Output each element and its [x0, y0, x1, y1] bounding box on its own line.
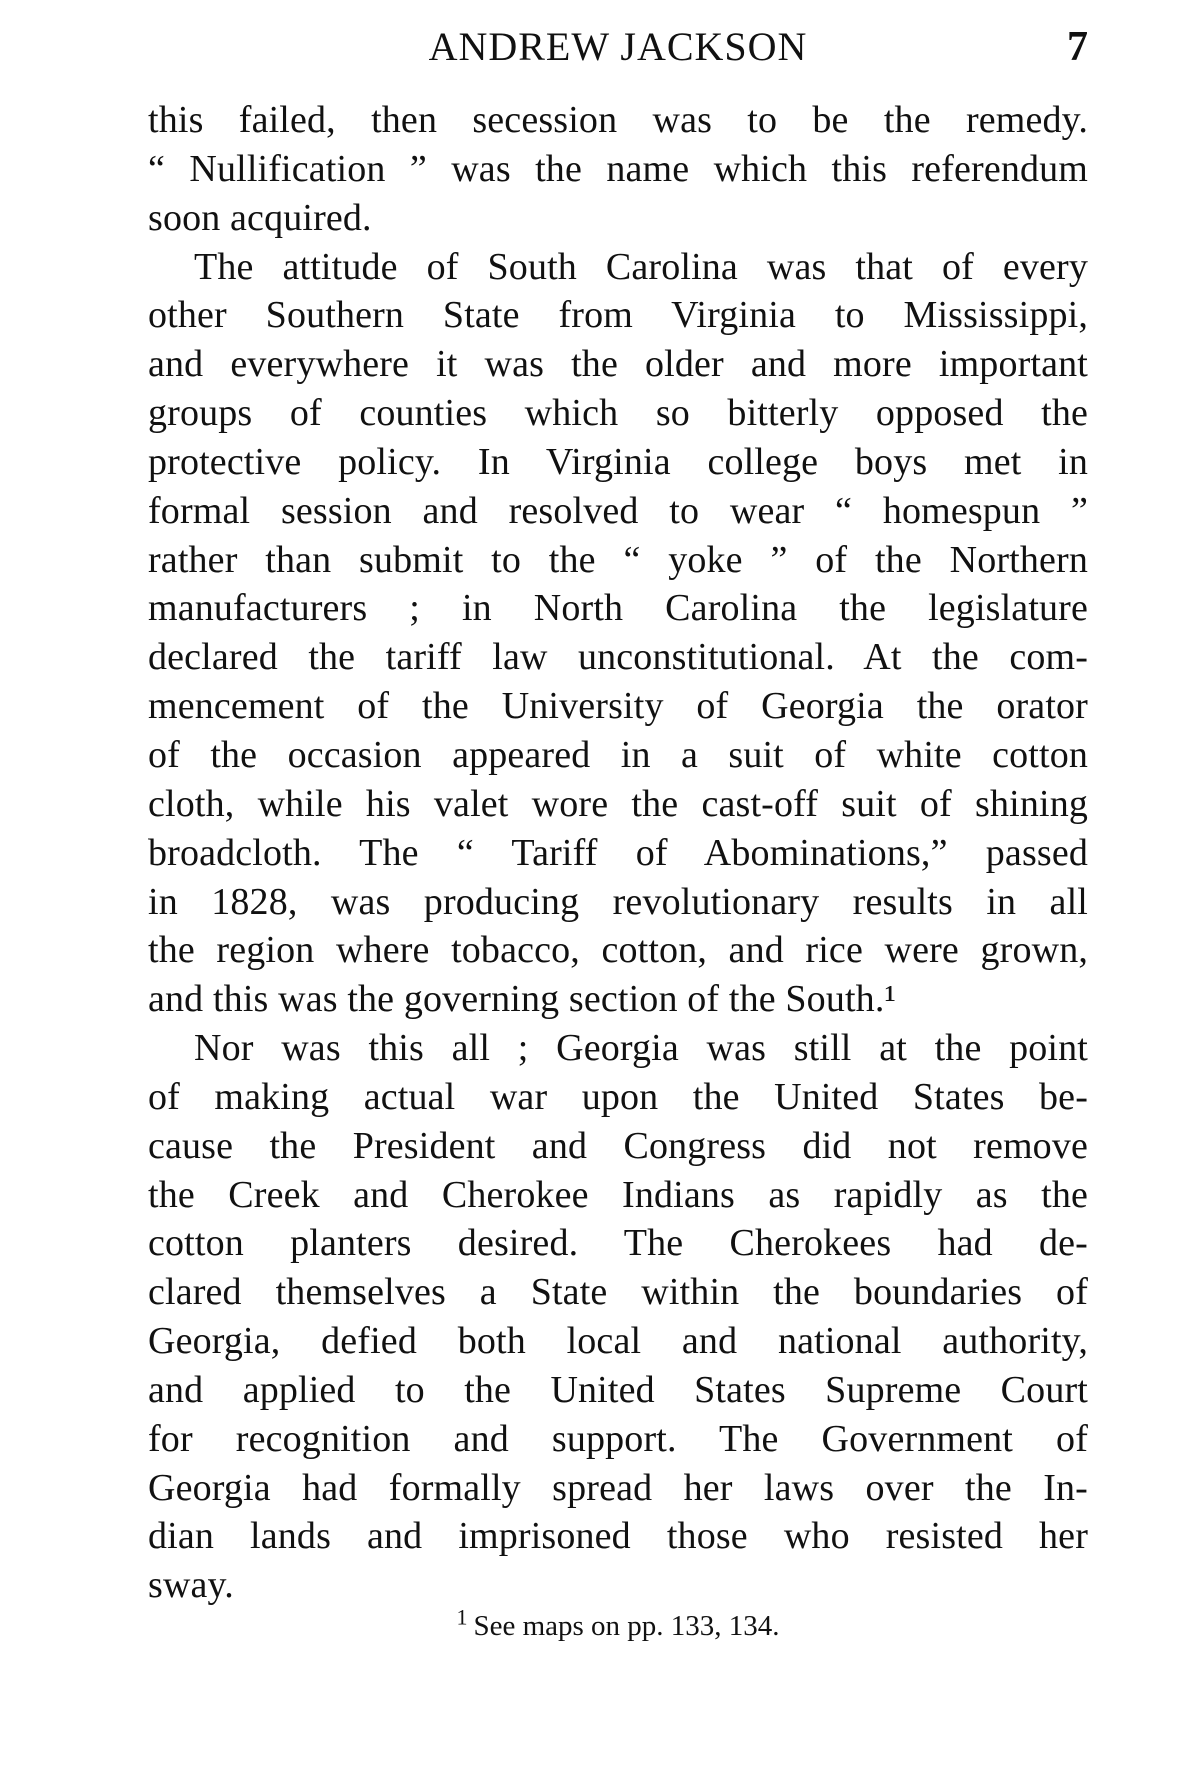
footnote-marker: 1 [456, 1604, 468, 1630]
text-line: the region where tobacco, cotton, and rice were grown, [148, 929, 1088, 972]
text-line: the Creek and Cherokee Indians as rapidly as the [148, 1173, 1088, 1216]
running-head [148, 20, 1088, 74]
text-line: cause the President and Congress did not remove [148, 1124, 1088, 1167]
running-title: ANDREW JACKSON [428, 24, 808, 69]
text-line: Nor was this all ; Georgia was still at the point [194, 1027, 1088, 1070]
text-line: of making actual war upon the United States be- [148, 1075, 1088, 1118]
text-line: this failed, then secession was to be the remedy. [148, 99, 1088, 141]
text-line: “ Nullification ” was the name which this referendum [148, 147, 1088, 190]
text-line: cloth, while his valet wore the cast-off suit of shining [148, 782, 1088, 825]
text-line: and everywhere it was the older and more important [148, 343, 1088, 386]
text-line: groups of counties which so bitterly opposed the [148, 392, 1088, 435]
text-line: and this was the governing section of the South.¹ [148, 978, 897, 1021]
text-line: mencement of the University of Georgia the orator [148, 685, 1088, 728]
paragraph [148, 243, 1088, 1025]
paragraph [148, 1024, 1088, 1610]
text-line: soon acquired. [148, 196, 372, 239]
text-line: dian lands and imprisoned those who resisted her [148, 1515, 1088, 1558]
text-line: The attitude of South Carolina was that of every [194, 245, 1088, 288]
text-line: broadcloth. The “ Tariff of Abominations,” passed [148, 831, 1088, 874]
footnote-text: See maps on pp. 133, 134. [473, 1610, 780, 1642]
text-line: and applied to the United States Supreme Court [148, 1368, 1088, 1411]
text-line: manufacturers ; in North Carolina the legislature [148, 587, 1088, 630]
page-number: 7 [1067, 24, 1088, 70]
text-line: protective policy. In Virginia college boys met in [148, 440, 1088, 483]
text-line: cotton planters desired. The Cherokees had de- [148, 1222, 1088, 1265]
text-line: other Southern State from Virginia to Mississippi, [148, 294, 1088, 337]
text-line: for recognition and support. The Government of [148, 1417, 1088, 1460]
text-line: of the occasion appeared in a suit of white cotton [148, 733, 1088, 776]
text-line: sway. [148, 1564, 234, 1607]
body-text [148, 96, 1088, 1610]
text-line: formal session and resolved to wear “ homespun ” [148, 489, 1088, 532]
footnote [148, 1606, 1088, 1646]
text-line: Georgia had formally spread her laws over the In- [148, 1466, 1088, 1509]
text-line: declared the tariff law unconstitutional. At the com- [148, 636, 1088, 679]
paragraph [148, 96, 1088, 243]
text-line: Georgia, defied both local and national authority, [148, 1320, 1088, 1363]
text-line: rather than submit to the “ yoke ” of the Northern [148, 538, 1088, 581]
text-line: in 1828, was producing revolutionary results in all [148, 880, 1088, 923]
text-line: clared themselves a State within the boundaries of [148, 1271, 1088, 1314]
